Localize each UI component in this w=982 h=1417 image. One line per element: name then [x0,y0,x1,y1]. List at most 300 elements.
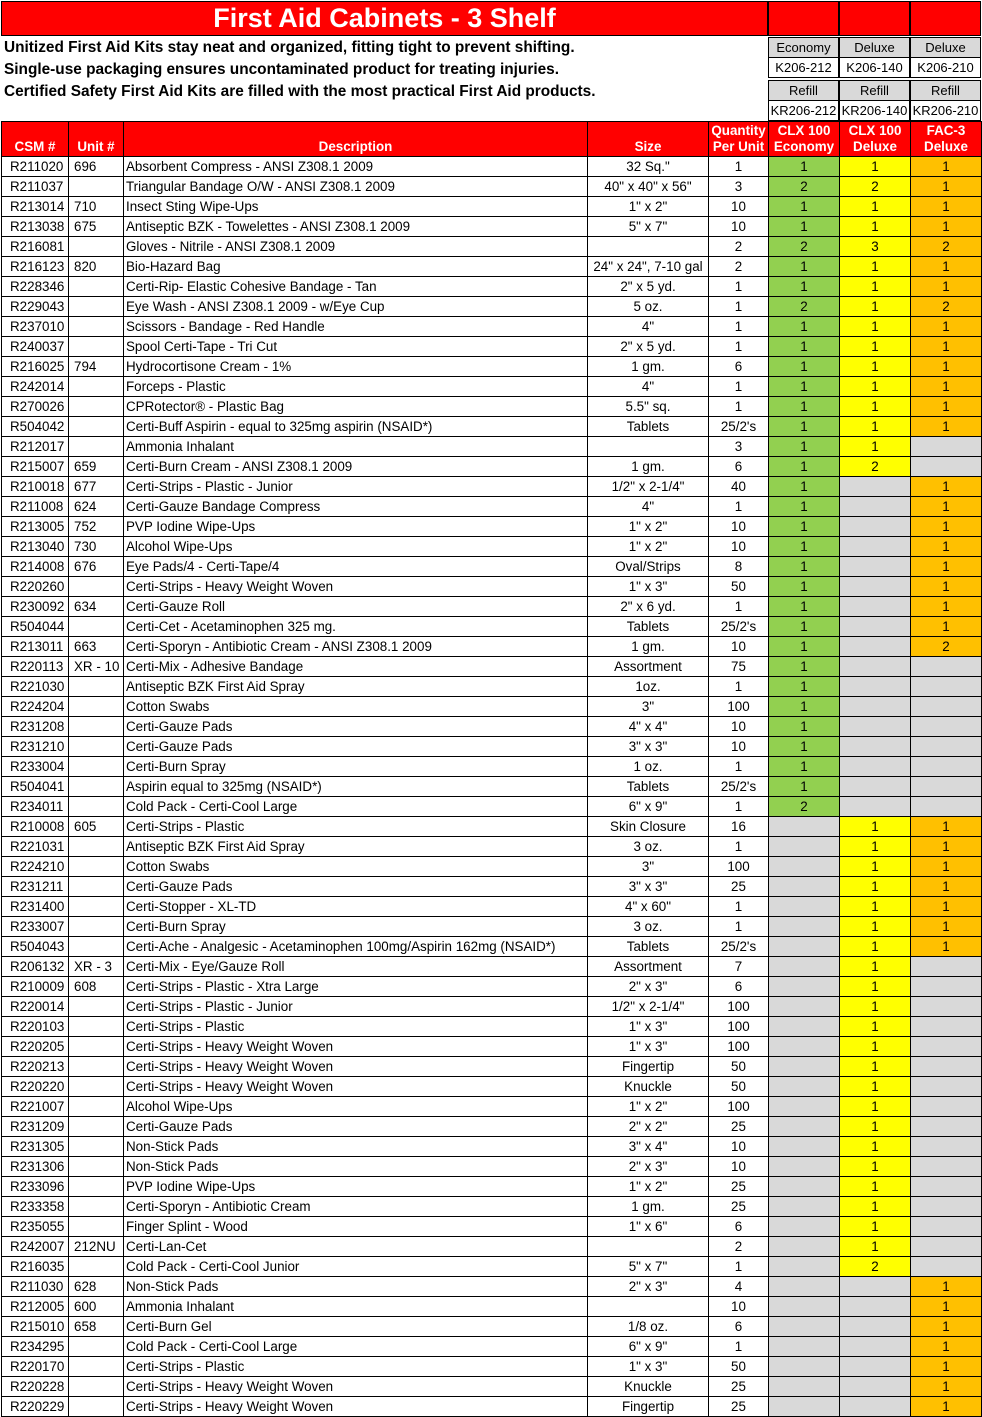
clx-economy-cell [769,1037,840,1057]
size-cell: 4" [588,377,709,397]
clx-economy-cell: 1 [769,257,840,277]
clx-economy-cell: 1 [769,277,840,297]
clx-deluxe-cell: 1 [840,1177,911,1197]
unit-cell [69,1377,124,1397]
csm-cell: R211020 [2,157,69,177]
title-cap-economy [768,1,839,36]
description-cell: Ammonia Inhalant [124,437,588,457]
unit-cell: 752 [69,517,124,537]
clx-economy-cell [769,1337,840,1357]
unit-cell: 820 [69,257,124,277]
description-cell: Certi-Stopper - XL-TD [124,897,588,917]
table-row [2,1297,982,1317]
clx-deluxe-cell: 1 [840,397,911,417]
fac-deluxe-cell [911,1097,982,1117]
table-row [2,1337,982,1357]
clx-deluxe-cell [840,737,911,757]
unit-cell: 730 [69,537,124,557]
clx-deluxe-cell: 1 [840,1217,911,1237]
unit-cell [69,797,124,817]
size-cell [588,1237,709,1257]
quantity-cell: 25/2's [709,777,769,797]
size-cell: 32 Sq." [588,157,709,177]
clx-economy-cell: 1 [769,657,840,677]
clx-economy-cell [769,1257,840,1277]
unit-cell: 628 [69,1277,124,1297]
clx-deluxe-cell: 1 [840,897,911,917]
table-row [2,1057,982,1077]
table-row [2,1077,982,1097]
clx-economy-cell [769,1237,840,1257]
csm-cell: R231400 [2,897,69,917]
fac-deluxe-cell [911,977,982,997]
description-cell: Certi-Burn Spray [124,917,588,937]
size-cell: Tablets [588,777,709,797]
quantity-cell: 1 [709,497,769,517]
size-cell: 4" [588,317,709,337]
csm-cell: R210018 [2,477,69,497]
description-cell: Cotton Swabs [124,697,588,717]
size-cell: Knuckle [588,1377,709,1397]
quantity-cell: 10 [709,197,769,217]
unit-cell [69,777,124,797]
csm-cell: R213005 [2,517,69,537]
unit-cell [69,1177,124,1197]
description-cell: Certi-Strips - Plastic [124,1357,588,1377]
clx-economy-cell [769,1357,840,1377]
clx-deluxe-cell: 1 [840,917,911,937]
clx-deluxe-cell: 2 [840,457,911,477]
quantity-cell: 1 [709,277,769,297]
clx-deluxe-cell: 1 [840,937,911,957]
unit-cell [69,397,124,417]
table-row [2,1357,982,1377]
unit-cell [69,877,124,897]
clx-economy-cell [769,897,840,917]
clx-deluxe-cell [840,637,911,657]
clx-economy-cell: 2 [769,797,840,817]
clx-economy-cell [769,1057,840,1077]
fac-deluxe-cell [911,1177,982,1197]
quantity-cell: 40 [709,477,769,497]
size-cell: 1/2" x 2-1/4" [588,997,709,1017]
size-cell: 1" x 2" [588,197,709,217]
size-cell: 2" x 2" [588,1117,709,1137]
clx-economy-cell [769,1017,840,1037]
fac-deluxe-cell [911,1037,982,1057]
size-cell: 1" x 2" [588,1097,709,1117]
fac-deluxe-cell [911,957,982,977]
clx-deluxe-cell [840,677,911,697]
unit-cell [69,717,124,737]
clx-economy-cell [769,957,840,977]
unit-cell [69,1197,124,1217]
size-cell [588,1297,709,1317]
unit-cell: XR - 3 [69,957,124,977]
unit-cell: 658 [69,1317,124,1337]
clx-deluxe-cell [840,577,911,597]
unit-cell [69,577,124,597]
unit-cell [69,1257,124,1277]
quantity-cell: 50 [709,1077,769,1097]
quantity-cell: 100 [709,997,769,1017]
unit-cell [69,297,124,317]
table-row [2,437,982,457]
clx-deluxe-cell: 1 [840,197,911,217]
size-cell: 1" x 6" [588,1217,709,1237]
table-row [2,837,982,857]
size-cell: 1" x 2" [588,537,709,557]
csm-cell: R211037 [2,177,69,197]
unit-cell [69,697,124,717]
size-cell: 3" x 4" [588,1137,709,1157]
csm-cell: R235055 [2,1217,69,1237]
fac-deluxe-cell: 1 [911,217,982,237]
table-row [2,717,982,737]
clx-economy-cell [769,1217,840,1237]
clx-economy-cell: 1 [769,397,840,417]
clx-deluxe-cell: 1 [840,1037,911,1057]
table-row [2,337,982,357]
fac-deluxe-cell: 1 [911,317,982,337]
fac-deluxe-cell: 1 [911,177,982,197]
quantity-cell: 10 [709,1137,769,1157]
unit-cell [69,317,124,337]
quantity-cell: 1 [709,1337,769,1357]
fac-deluxe-cell [911,717,982,737]
clx-deluxe-cell [840,757,911,777]
quantity-cell: 1 [709,797,769,817]
size-cell: 3" x 3" [588,877,709,897]
quantity-cell: 10 [709,1157,769,1177]
clx-deluxe-cell: 1 [840,337,911,357]
description-cell: Certi-Gauze Pads [124,1117,588,1137]
unit-cell: 675 [69,217,124,237]
fac-deluxe-cell [911,757,982,777]
csm-cell: R229043 [2,297,69,317]
clx-deluxe-cell: 1 [840,1137,911,1157]
csm-cell: R216081 [2,237,69,257]
clx-economy-cell: 1 [769,537,840,557]
table-row [2,1197,982,1217]
quantity-cell: 8 [709,557,769,577]
description-cell: Certi-Burn Gel [124,1317,588,1337]
description-cell: Gloves - Nitrile - ANSI Z308.1 2009 [124,237,588,257]
csm-cell: R221030 [2,677,69,697]
unit-cell [69,1097,124,1117]
size-cell: 4" [588,497,709,517]
quantity-cell: 1 [709,757,769,777]
description-cell: PVP Iodine Wipe-Ups [124,1177,588,1197]
clx-economy-cell: 1 [769,477,840,497]
size-cell: Fingertip [588,1057,709,1077]
csm-cell: R224204 [2,697,69,717]
size-cell: 1" x 3" [588,1357,709,1377]
description-cell: Ammonia Inhalant [124,1297,588,1317]
clx-economy-cell: 1 [769,217,840,237]
fac-deluxe-cell [911,1117,982,1137]
quantity-cell: 25/2's [709,617,769,637]
description-cell: Certi-Sporyn - Antibiotic Cream - ANSI Z308.1 2009 [124,637,588,657]
fac-deluxe-cell: 1 [911,397,982,417]
table-row [2,1037,982,1057]
table-row [2,1217,982,1237]
table-row [2,1177,982,1197]
table-row [2,517,982,537]
fac-deluxe-cell: 1 [911,497,982,517]
clx-economy-cell: 1 [769,617,840,637]
kit-refill-fac: Refill [910,80,981,101]
csm-cell: R215010 [2,1317,69,1337]
description-cell: Certi-Gauze Pads [124,877,588,897]
quantity-cell: 6 [709,977,769,997]
size-cell: Tablets [588,937,709,957]
fac-deluxe-cell [911,457,982,477]
quantity-cell: 25/2's [709,417,769,437]
fac-deluxe-cell: 1 [911,1337,982,1357]
unit-cell: 677 [69,477,124,497]
description-cell: Certi-Burn Cream - ANSI Z308.1 2009 [124,457,588,477]
size-cell: 1oz. [588,677,709,697]
clx-deluxe-cell [840,1297,911,1317]
fac-deluxe-cell [911,1077,982,1097]
clx-deluxe-cell: 1 [840,417,911,437]
table-row [2,157,982,177]
clx-economy-cell [769,857,840,877]
quantity-cell: 3 [709,177,769,197]
csm-cell: R215007 [2,457,69,477]
table-row [2,817,982,837]
quantity-cell: 1 [709,597,769,617]
description-cell: CPRotector® - Plastic Bag [124,397,588,417]
fac-deluxe-cell: 1 [911,597,982,617]
csm-cell: R231305 [2,1137,69,1157]
quantity-cell: 10 [709,1297,769,1317]
unit-cell [69,377,124,397]
csm-cell: R216025 [2,357,69,377]
quantity-cell: 25 [709,1117,769,1137]
unit-cell [69,437,124,457]
col-clx-deluxe [840,122,911,157]
description-cell: Non-Stick Pads [124,1157,588,1177]
quantity-cell: 7 [709,957,769,977]
quantity-cell: 2 [709,237,769,257]
size-cell: 24" x 24", 7-10 gal [588,257,709,277]
description-cell: Aspirin equal to 325mg (NSAID*) [124,777,588,797]
intro-line: Unitized First Aid Kits stay neat and organized, fitting tight to prevent shifting. [4,39,575,56]
table-row [2,557,982,577]
csm-cell: R220220 [2,1077,69,1097]
csm-cell: R220103 [2,1017,69,1037]
clx-economy-cell: 1 [769,417,840,437]
quantity-cell: 100 [709,1017,769,1037]
description-cell: Certi-Strips - Plastic - Junior [124,997,588,1017]
col-size: Size [588,122,709,157]
clx-economy-cell: 1 [769,577,840,597]
quantity-cell: 1 [709,157,769,177]
csm-cell: R212017 [2,437,69,457]
table-row [2,1397,982,1417]
table-row [2,617,982,637]
clx-deluxe-cell: 2 [840,177,911,197]
fac-deluxe-cell: 1 [911,1397,982,1417]
size-cell: 1" x 2" [588,517,709,537]
size-cell: Oval/Strips [588,557,709,577]
clx-deluxe-cell: 1 [840,837,911,857]
clx-deluxe-cell: 1 [840,157,911,177]
description-cell: Certi-Strips - Plastic [124,1017,588,1037]
csm-cell: R237010 [2,317,69,337]
title-cap-deluxe [839,1,910,36]
table-row [2,1017,982,1037]
csm-cell: R231208 [2,717,69,737]
kit-name-fac: Deluxe [910,37,981,58]
size-cell: 2" x 3" [588,1277,709,1297]
csm-cell: R224210 [2,857,69,877]
clx-economy-cell [769,1117,840,1137]
csm-cell: R233096 [2,1177,69,1197]
description-cell: Spool Certi-Tape - Tri Cut [124,337,588,357]
fac-deluxe-cell: 1 [911,617,982,637]
csm-cell: R213040 [2,537,69,557]
kit-refill-deluxe: Refill [839,80,910,101]
clx-deluxe-cell: 1 [840,1097,911,1117]
clx-deluxe-cell [840,1277,911,1297]
fac-deluxe-cell [911,1057,982,1077]
clx-economy-cell [769,1077,840,1097]
quantity-cell: 1 [709,377,769,397]
clx-economy-cell: 1 [769,457,840,477]
fac-deluxe-cell: 1 [911,357,982,377]
quantity-cell: 1 [709,297,769,317]
fac-deluxe-cell [911,1217,982,1237]
size-cell: 5" x 7" [588,1257,709,1277]
table-row [2,877,982,897]
size-cell: 1 gm. [588,357,709,377]
csm-cell: R504043 [2,937,69,957]
description-cell: Antiseptic BZK First Aid Spray [124,677,588,697]
table-row [2,637,982,657]
csm-cell: R220205 [2,1037,69,1057]
col-quantity-l1: Quantity [711,123,766,138]
clx-deluxe-cell: 1 [840,1117,911,1137]
fac-deluxe-cell: 2 [911,637,982,657]
table-row [2,677,982,697]
csm-cell: R221031 [2,837,69,857]
unit-cell [69,1057,124,1077]
clx-deluxe-cell: 1 [840,217,911,237]
clx-deluxe-cell [840,797,911,817]
csm-cell: R242007 [2,1237,69,1257]
intro-text [4,37,764,103]
csm-cell: R220170 [2,1357,69,1377]
clx-economy-cell [769,1377,840,1397]
unit-cell [69,237,124,257]
clx-economy-cell [769,917,840,937]
size-cell: 4" x 60" [588,897,709,917]
quantity-cell: 50 [709,1357,769,1377]
fac-deluxe-cell [911,1197,982,1217]
clx-economy-cell [769,997,840,1017]
description-cell: Certi-Strips - Heavy Weight Woven [124,1077,588,1097]
description-cell: Forceps - Plastic [124,377,588,397]
quantity-cell: 1 [709,677,769,697]
size-cell: 1 gm. [588,457,709,477]
description-cell: Scissors - Bandage - Red Handle [124,317,588,337]
unit-cell: 212NU [69,1237,124,1257]
csm-cell: R221007 [2,1097,69,1117]
fac-deluxe-cell: 1 [911,577,982,597]
description-cell: Certi-Cet - Acetaminophen 325 mg. [124,617,588,637]
col-fac-deluxe-l2: Deluxe [924,139,968,154]
size-cell: 3" [588,857,709,877]
table-row [2,897,982,917]
unit-cell: 624 [69,497,124,517]
table-row [2,797,982,817]
table-row [2,977,982,997]
clx-deluxe-cell [840,657,911,677]
col-clx-deluxe-l1: CLX 100 [848,123,902,138]
size-cell: 2" x 5 yd. [588,277,709,297]
unit-cell [69,857,124,877]
clx-deluxe-cell: 1 [840,857,911,877]
table-row [2,697,982,717]
description-cell: Cold Pack - Certi-Cool Junior [124,1257,588,1277]
clx-economy-cell: 1 [769,357,840,377]
fac-deluxe-cell [911,677,982,697]
table-row [2,737,982,757]
quantity-cell: 100 [709,1097,769,1117]
unit-cell [69,897,124,917]
description-cell: Bio-Hazard Bag [124,257,588,277]
size-cell: 3 oz. [588,917,709,937]
clx-deluxe-cell: 1 [840,257,911,277]
clx-deluxe-cell: 1 [840,437,911,457]
unit-cell [69,737,124,757]
clx-economy-cell: 1 [769,637,840,657]
fac-deluxe-cell: 1 [911,1277,982,1297]
col-clx-economy [769,122,840,157]
unit-cell: 676 [69,557,124,577]
clx-deluxe-cell [840,517,911,537]
clx-economy-cell [769,1397,840,1417]
clx-deluxe-cell: 1 [840,1157,911,1177]
page-title: First Aid Cabinets - 3 Shelf [1,1,768,36]
clx-economy-cell [769,1157,840,1177]
clx-deluxe-cell: 1 [840,957,911,977]
clx-economy-cell: 1 [769,697,840,717]
table-row [2,277,982,297]
fac-deluxe-cell [911,1237,982,1257]
size-cell: 2" x 6 yd. [588,597,709,617]
unit-cell [69,1397,124,1417]
csm-cell: R216123 [2,257,69,277]
description-cell: Certi-Mix - Adhesive Bandage [124,657,588,677]
csm-cell: R220213 [2,1057,69,1077]
csm-cell: R213011 [2,637,69,657]
quantity-cell: 25 [709,1177,769,1197]
size-cell: 1" x 3" [588,1037,709,1057]
clx-deluxe-cell [840,1317,911,1337]
unit-cell [69,617,124,637]
description-cell: Certi-Sporyn - Antibiotic Cream [124,1197,588,1217]
fac-deluxe-cell: 1 [911,937,982,957]
description-cell: Certi-Gauze Bandage Compress [124,497,588,517]
table-row [2,397,982,417]
quantity-cell: 10 [709,637,769,657]
unit-cell [69,1217,124,1237]
quantity-cell: 1 [709,337,769,357]
